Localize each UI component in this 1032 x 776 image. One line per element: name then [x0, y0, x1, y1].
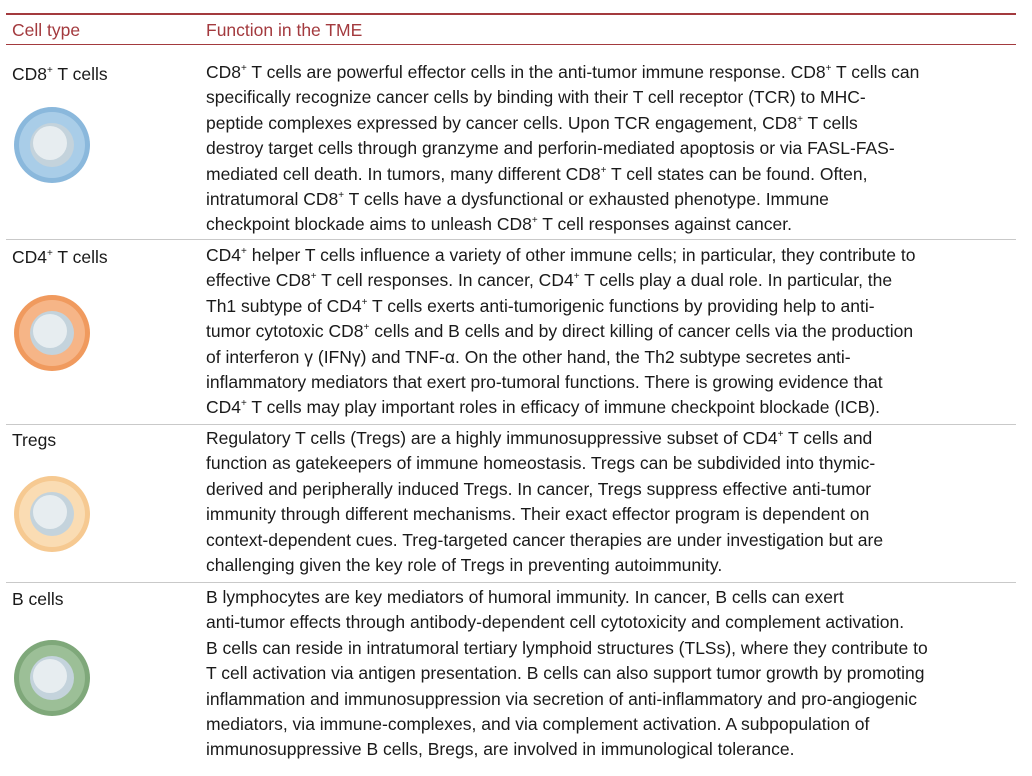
description-line: B lymphocytes are key mediators of humoral immunity. In cancer, B cells can exert: [206, 587, 844, 607]
description-line: Regulatory T cells (Tregs) are a highly immunosuppressive subset of CD4+ T cells and: [206, 428, 873, 448]
description-line: function as gatekeepers of immune homeostasis. Tregs can be subdivided into thymic-: [206, 453, 876, 474]
header-function: Function in the TME: [206, 20, 363, 40]
description-line: derived and peripherally induced Tregs. In cancer, Tregs suppress effective anti-tumor: [206, 478, 872, 499]
description-line: CD8+ T cells are powerful effector cells in the anti-tumor immune response. CD8+ T cells can: [206, 62, 920, 82]
table-top-rule: [6, 13, 1016, 15]
description-line: destroy target cells through granzyme and perforin-mediated apoptosis or via FASL-FAS-: [206, 138, 895, 159]
description-line: inflammatory mediators that exert pro-tumoral functions. There is growing evidence that: [206, 371, 883, 392]
row-description-cd8: [206, 60, 1006, 238]
description-line: inflammation and immunosuppression via secretion of anti-inflammatory and pro-angiogenic: [206, 688, 918, 709]
description-line: intratumoral CD8+ T cells have a dysfunctional or exhausted phenotype. Immune: [206, 188, 829, 209]
description-line: effective CD8+ T cell responses. In cancer, CD4+ T cells play a dual role. In particular, the: [206, 270, 893, 291]
treg-cell-icon: [12, 474, 92, 554]
description-line: specifically recognize cancer cells by binding with their T cell receptor (TCR) to MHC-: [206, 87, 866, 108]
row-separator: [6, 582, 1016, 583]
header-cell-type: Cell type: [12, 20, 81, 40]
row-separator: [6, 239, 1016, 240]
description-line: of interferon γ (IFNγ) and TNF-α. On the other hand, the Th2 subtype secretes anti-: [206, 346, 851, 367]
description-line: T cell activation via antigen presentation. B cells can also support tumor growth by promoting: [206, 663, 925, 684]
description-line: tumor cytotoxic CD8+ cells and B cells and by direct killing of cancer cells via the production: [206, 321, 914, 342]
description-line: B cells can reside in intratumoral tertiary lymphoid structures (TLSs), where they contribute to: [206, 637, 928, 658]
description-line: challenging given the key role of Tregs in preventing autoimmunity.: [206, 554, 723, 575]
description-line: CD4+ helper T cells influence a variety of other immune cells; in particular, they contribute to: [206, 245, 916, 265]
description-line: immunosuppressive B cells, Bregs, are involved in immunological tolerance.: [206, 739, 795, 760]
row-description-tregs: [206, 426, 1006, 578]
description-line: immunity through different mechanisms. Their exact effector program is dependent on: [206, 504, 870, 525]
description-line: anti-tumor effects through antibody-dependent cell cytotoxicity and complement activation.: [206, 612, 905, 633]
header-rule: [6, 44, 1016, 45]
row-description-cd4: [206, 243, 1006, 421]
row-separator: [6, 424, 1016, 425]
description-line: Th1 subtype of CD4+ T cells exerts anti-tumorigenic functions by providing help to anti-: [206, 295, 875, 316]
description-line: context-dependent cues. Treg-targeted cancer therapies are under investigation but are: [206, 529, 884, 550]
description-line: peptide complexes expressed by cancer cells. Upon TCR engagement, CD8+ T cells: [206, 112, 858, 133]
row-name-cd8: CD8+ T cells: [12, 64, 108, 84]
row-name-b-cells: B cells: [12, 589, 64, 609]
description-line: CD4+ T cells may play important roles in efficacy of immune checkpoint blockade (ICB).: [206, 397, 881, 418]
b-cell-icon: [12, 638, 92, 718]
cd8-t-cell-icon: [12, 105, 92, 185]
row-description-b-cells: [206, 585, 1006, 763]
description-line: mediated cell death. In tumors, many different CD8+ T cell states can be found. Often,: [206, 163, 868, 184]
row-name-tregs: Tregs: [12, 430, 57, 450]
description-line: mediators, via immune-complexes, and via complement activation. A subpopulation of: [206, 713, 870, 734]
description-line: checkpoint blockade aims to unleash CD8+ T cell responses against cancer.: [206, 214, 792, 235]
cd4-t-cell-icon: [12, 293, 92, 373]
row-name-cd4: CD4+ T cells: [12, 247, 108, 267]
